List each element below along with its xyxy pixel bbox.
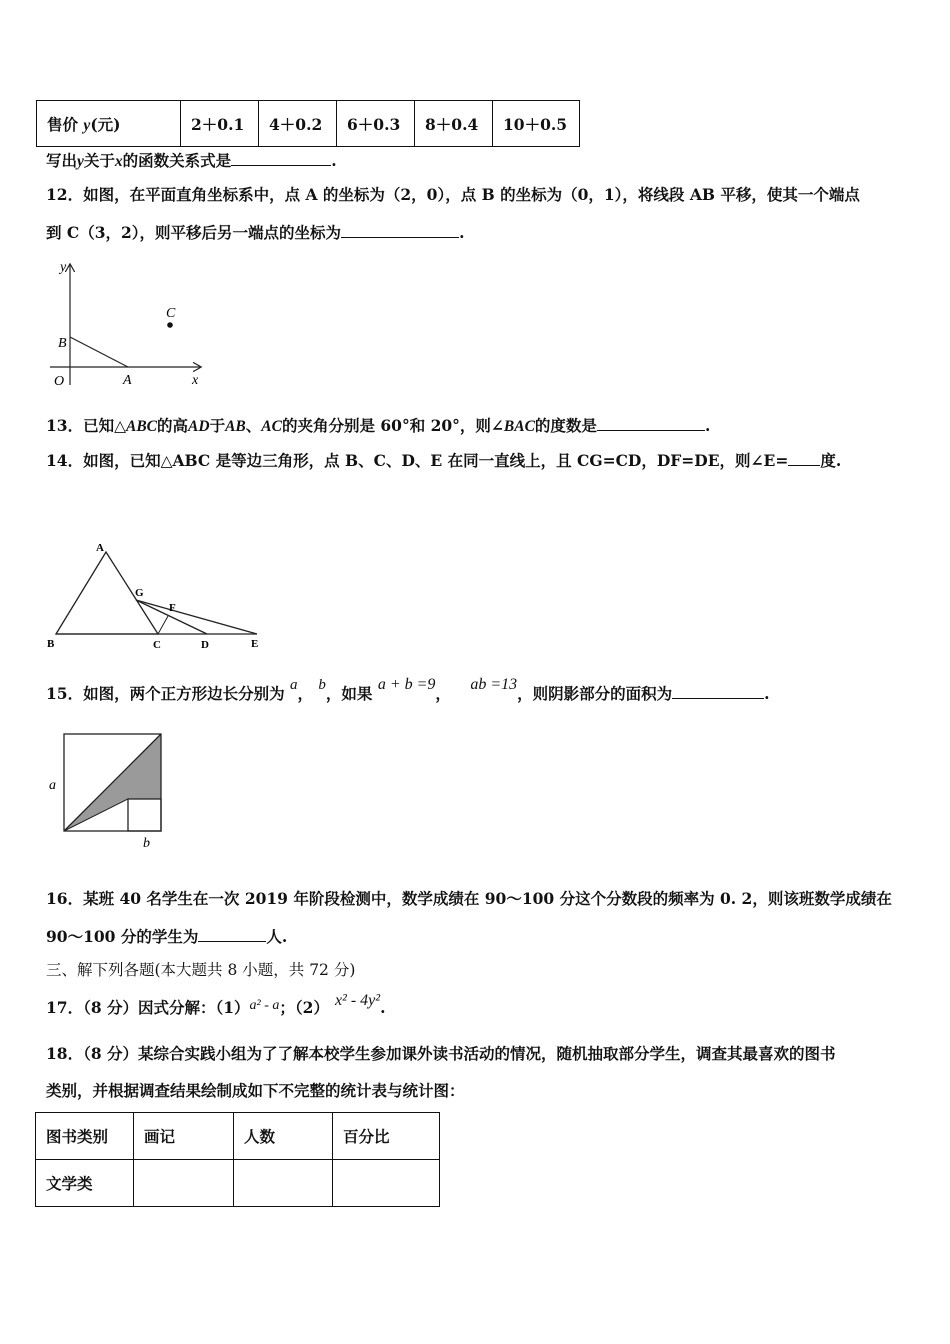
- point-c: [167, 322, 173, 328]
- q12-line1: 12．如图，在平面直角坐标系中，点 A 的坐标为（2，0），点 B 的坐标为（0，1），将线段 AB 平移，使其一个端点: [46, 185, 860, 204]
- q16-line1: 16．某班 40 名学生在一次 2019 年阶段检测中，数学成绩在 90～100 分这个分数段的频率为 0. 2，则该班数学成绩在: [46, 889, 892, 908]
- answer-blank[interactable]: [341, 222, 459, 238]
- price-table-header: 售价 y(元): [37, 101, 181, 147]
- q14-prompt: 14．如图，已知△ABC 是等边三角形，点 B、C、D、E 在同一直线上，且 CG=CD，DF=DE，则∠E= 度.: [46, 451, 842, 470]
- q17-prompt: 17．（8 分）因式分解：（1）a² - a；（2） x² - 4y².: [46, 992, 386, 1017]
- label-a: A: [96, 542, 104, 554]
- answer-blank[interactable]: [231, 150, 331, 166]
- table-header: 图书类别: [36, 1113, 134, 1160]
- triangle-figure: [44, 540, 269, 655]
- section-heading: 三、解下列各题(本大题共 8 小题，共 72 分): [46, 961, 356, 979]
- q16-line2: 90～100 分的学生为 人.: [46, 927, 288, 946]
- q11-prompt: 写出y关于x的函数关系式是 .: [46, 151, 337, 170]
- label-a: A: [123, 373, 132, 388]
- label-d: D: [201, 639, 209, 651]
- table-header: 人数: [234, 1113, 333, 1160]
- label-b: b: [143, 836, 150, 851]
- answer-blank[interactable]: [788, 450, 820, 466]
- q15-prompt: 15．如图，两个正方形边长分别为 a， b，如果 a + b =9， ab =13，则阴影部分的面积为 .: [46, 676, 770, 703]
- answer-blank[interactable]: [597, 415, 705, 431]
- price-table-cell: 6＋0.3: [337, 101, 415, 147]
- q18-line2: 类别，并根据调查结果绘制成如下不完整的统计表与统计图：: [46, 1081, 465, 1100]
- label-b: B: [58, 336, 67, 351]
- label-a: a: [49, 778, 56, 793]
- squares-figure: [44, 725, 174, 855]
- segment-ab: [70, 337, 128, 367]
- label-c: C: [153, 639, 161, 651]
- book-survey-table: [35, 1112, 440, 1207]
- q18-line1: 18．（8 分）某综合实践小组为了了解本校学生参加课外读书活动的情况，随机抽取部分学生，调查其最喜欢的图书: [46, 1044, 836, 1063]
- small-square: [128, 799, 161, 831]
- label-y: y: [60, 260, 67, 275]
- price-table-cell: 2＋0.1: [181, 101, 259, 147]
- label-b: B: [47, 638, 55, 650]
- label-e: E: [251, 638, 259, 650]
- answer-blank[interactable]: [198, 926, 266, 942]
- price-table-cell: 4＋0.2: [259, 101, 337, 147]
- q13-prompt: 13．已知△ABC的高AD于AB、AC的夹角分别是 60°和 20°，则∠BAC的度数是 .: [46, 416, 711, 435]
- answer-blank[interactable]: [672, 683, 764, 699]
- table-header: 画记: [134, 1113, 234, 1160]
- segment-fc: [158, 616, 168, 634]
- label-g: G: [135, 587, 144, 599]
- label-c: C: [166, 306, 176, 321]
- table-cell[interactable]: [234, 1160, 333, 1207]
- price-table-cell: 10＋0.5: [493, 101, 580, 147]
- label-f: F: [169, 602, 176, 614]
- label-o: O: [54, 374, 65, 389]
- table-header: 百分比: [333, 1113, 440, 1160]
- coordinate-figure: [40, 255, 215, 395]
- label-x: x: [192, 373, 199, 388]
- price-table: [36, 100, 580, 147]
- table-cell[interactable]: [134, 1160, 234, 1207]
- q12-line2: 到 C（3，2），则平移后另一端点的坐标为 .: [46, 223, 465, 242]
- table-cell: 文学类: [36, 1160, 134, 1207]
- price-table-cell: 8＋0.4: [415, 101, 493, 147]
- table-cell[interactable]: [333, 1160, 440, 1207]
